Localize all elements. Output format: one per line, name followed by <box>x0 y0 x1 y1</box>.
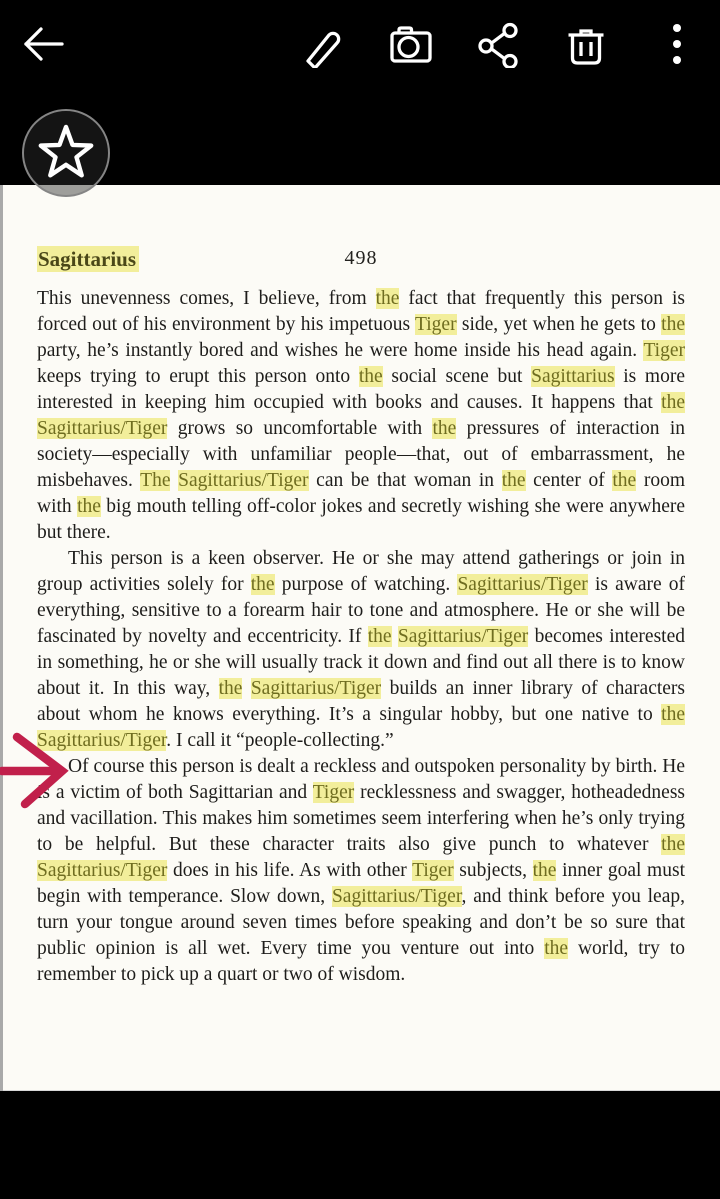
highlighted-text: the <box>77 496 101 517</box>
pencil-icon <box>298 20 346 68</box>
book-page <box>37 246 685 988</box>
highlighted-text: Tiger <box>643 340 685 361</box>
highlighted-text: the <box>532 860 557 881</box>
highlighted-text: the <box>250 574 275 595</box>
top-toolbar <box>0 0 720 90</box>
highlighted-text: Sagittarius/Tiger <box>37 860 168 881</box>
highlighted-text: Tiger <box>312 782 355 803</box>
highlighted-text: Sagittarius/Tiger <box>331 886 462 907</box>
highlighted-text: the <box>612 470 637 491</box>
arrow-left-icon <box>19 20 67 68</box>
highlighted-text: the <box>661 704 685 725</box>
highlighted-text: Sagittarius/Tiger <box>250 678 382 699</box>
book-paragraph: Of course this person is dealt a reckless and outspoken personality by birth. He is a victim of both Sagittarian and Tiger recklessness and swagger, hotheadedness and vacillation. This makes him sometimes seem interfering when he’s only trying to be helpful. But these character traits also give punch to whatever the Sagittarius/Tiger does in his life. As with other Tiger subjects, the inner goal must begin with temperance. Slow down, Sagittarius/Tiger, and think before you leap, turn your tongue around seven times before speaking and don’t be so sure that public opinion is all wet. Every time you venture out into the world, try to remember to pick up a quart or two of wisdom. <box>37 756 685 985</box>
highlighted-text: the <box>544 938 569 959</box>
page-number: 498 <box>344 247 378 269</box>
book-paragraph: This unevenness comes, I believe, from the fact that frequently this person is forced out of his environment by his impetuous Tiger side, yet when he gets to the party, he’s instantly bored and wishes he were home inside his head again. Tiger keeps trying to erupt this person onto the social scene but Sagittarius is more interested in keeping him occupied with books and causes. It happens that the Sagittarius/Tiger grows so uncomfortable with the pressures of interaction in society—especially with unfamiliar people—that, out of embarrassment, he misbehaves. The Sagittarius/Tiger can be that woman in the center of the room with the big mouth telling off-color jokes and secretly wishing she were anywhere but there. <box>37 288 686 543</box>
highlighted-text: the <box>218 678 243 699</box>
red-arrow-annotation <box>0 731 78 815</box>
highlighted-text: the <box>367 626 392 647</box>
back-button[interactable] <box>19 20 67 68</box>
edit-button[interactable] <box>298 20 346 68</box>
highlighted-text: Tiger <box>415 314 457 335</box>
highlighted-text: the <box>375 288 400 309</box>
highlighted-text: Sagittarius/Tiger <box>397 626 529 647</box>
book-paragraph: This person is a keen observer. He or she may attend gatherings or join in group activities solely for the purpose of watching. Sagittarius/Tiger is aware of everything, sensitive to a forearm hair to tone and atmosphere. He or she will be fascinated by novelty and eccentricity. If the Sagittarius/Tiger becomes interested in something, he or she will usually track it down and find out all there is to know about it. In this way, the Sagittarius/Tiger builds an inner library of characters about whom he knows everything. It’s a singular hobby, but one native to the Sagittarius/Tiger. I call it “people-collecting.” <box>37 548 686 751</box>
camera-icon <box>387 20 435 68</box>
highlighted-text: The <box>140 470 171 491</box>
highlighted-text: the <box>661 392 685 413</box>
highlighted-text: the <box>432 418 457 439</box>
highlighted-text: Sagittarius/Tiger <box>457 574 588 595</box>
highlighted-text: Sagittarius/Tiger <box>37 418 168 439</box>
page-title: Sagittarius <box>37 246 139 272</box>
share-button[interactable] <box>474 20 522 68</box>
share-icon <box>474 20 522 68</box>
highlighted-text: the <box>358 366 383 387</box>
highlighted-text: the <box>661 314 685 335</box>
highlighted-text: Tiger <box>412 860 454 881</box>
star-icon <box>31 118 101 188</box>
delete-button[interactable] <box>562 20 610 68</box>
more-options-button[interactable] <box>653 20 701 68</box>
trash-icon <box>562 20 610 68</box>
page-paragraphs <box>37 286 685 988</box>
page-header <box>37 246 685 274</box>
highlighted-text: Sagittarius/Tiger <box>37 730 167 751</box>
vertical-ellipsis-icon <box>653 20 701 68</box>
highlighted-text: the <box>501 470 526 491</box>
favorite-button[interactable] <box>22 109 110 197</box>
highlighted-text: Sagittarius/Tiger <box>178 470 309 491</box>
highlighted-text: the <box>661 834 685 855</box>
highlighted-text: Sagittarius <box>531 366 615 387</box>
photo-image[interactable] <box>0 185 720 1091</box>
camera-button[interactable] <box>387 20 435 68</box>
